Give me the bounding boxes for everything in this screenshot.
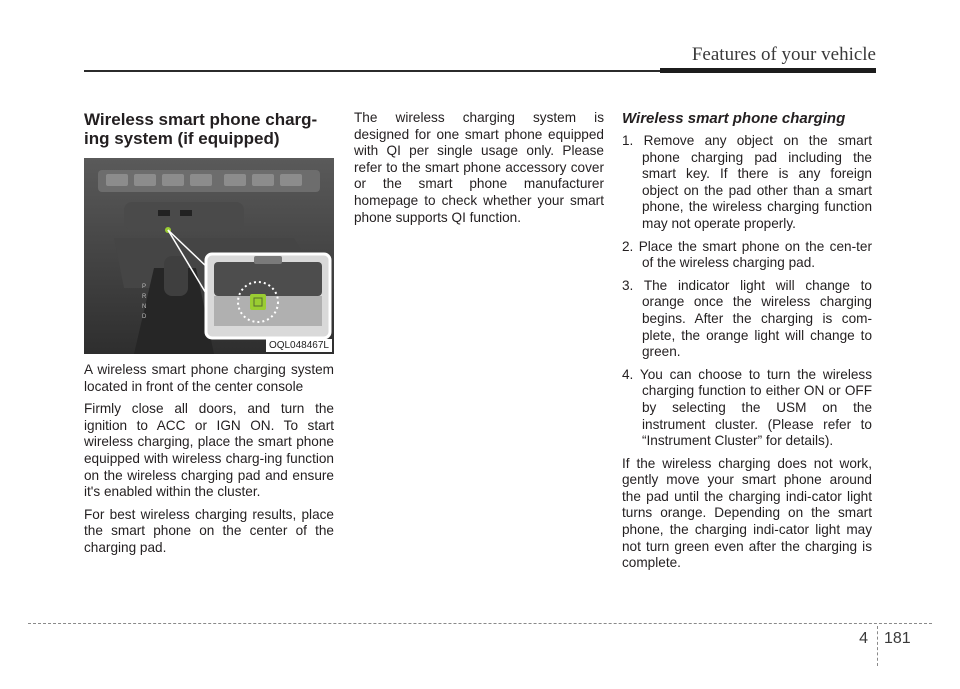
start-charging-paragraph: Firmly close all doors, and turn the ignition to ACC or IGN ON. To start wireless charging, place the smart phone equipped with wireless charg-ing function on the wireless charging pad and ensure it's enabled within the cluster. (84, 401, 334, 500)
troubleshooting-paragraph: If the wireless charging does not work, gently move your smart phone around the pad until the charging indi-cator light turns orange. Depending on the smart phone, the charging indi-cator light may not turn green even after the charging is complete. (622, 455, 872, 571)
chapter-number: 4 (859, 630, 868, 647)
footer-rule (28, 623, 932, 624)
heading-line-1: Wireless smart phone charg- (84, 110, 318, 129)
charging-subheading: Wireless smart phone charging (622, 110, 846, 127)
svg-text:D: D (142, 314, 147, 320)
page-number: 181 (884, 630, 911, 647)
section-title: Features of your vehicle (691, 44, 876, 65)
best-results-paragraph: For best wireless charging results, place the smart phone on the center of the charging pad. (84, 506, 334, 555)
intro-paragraph: A wireless smart phone charging system located in front of the center console (84, 362, 334, 394)
section-heading (84, 110, 334, 148)
qi-info-paragraph: The wireless charging system is designed for one smart phone equipped with QI per single usage only. Please refer to the smart phone accessory cover or the smart phone manufacturer homepage to check whether your smart phone supports QI function. (354, 110, 604, 225)
charging-pad-illustration (84, 158, 334, 354)
step-item: 1. Remove any object on the smart phone charging pad including the smart key. If there is any foreign object on the pad other than a smart phone, the wireless charging function may not operate properly. (622, 133, 872, 231)
figure-label: OQL048467L (266, 339, 332, 352)
svg-text:P: P (142, 284, 147, 290)
step-item: 2. Place the smart phone on the cen-ter of the wireless charging pad. (622, 238, 872, 271)
right-column (622, 110, 872, 578)
left-column (84, 110, 334, 563)
svg-text:R: R (142, 294, 147, 300)
middle-column (354, 110, 604, 232)
charging-pad-figure (84, 158, 334, 354)
charging-steps (622, 133, 872, 450)
page-number-divider (877, 626, 878, 666)
svg-text:N: N (142, 304, 147, 310)
step-item: 3. The indicator light will change to orange once the wireless charging begins. After the charging is com-plete, the orange light will change to green. (622, 277, 872, 360)
step-item: 4. You can choose to turn the wireless charging function to either ON or OFF by selecting the USM on the instrument cluster. (Please refer to “Instrument Cluster” for details). (622, 366, 872, 449)
header-rule-accent (660, 68, 876, 73)
heading-line-2: ing system (if equipped) (84, 129, 280, 148)
